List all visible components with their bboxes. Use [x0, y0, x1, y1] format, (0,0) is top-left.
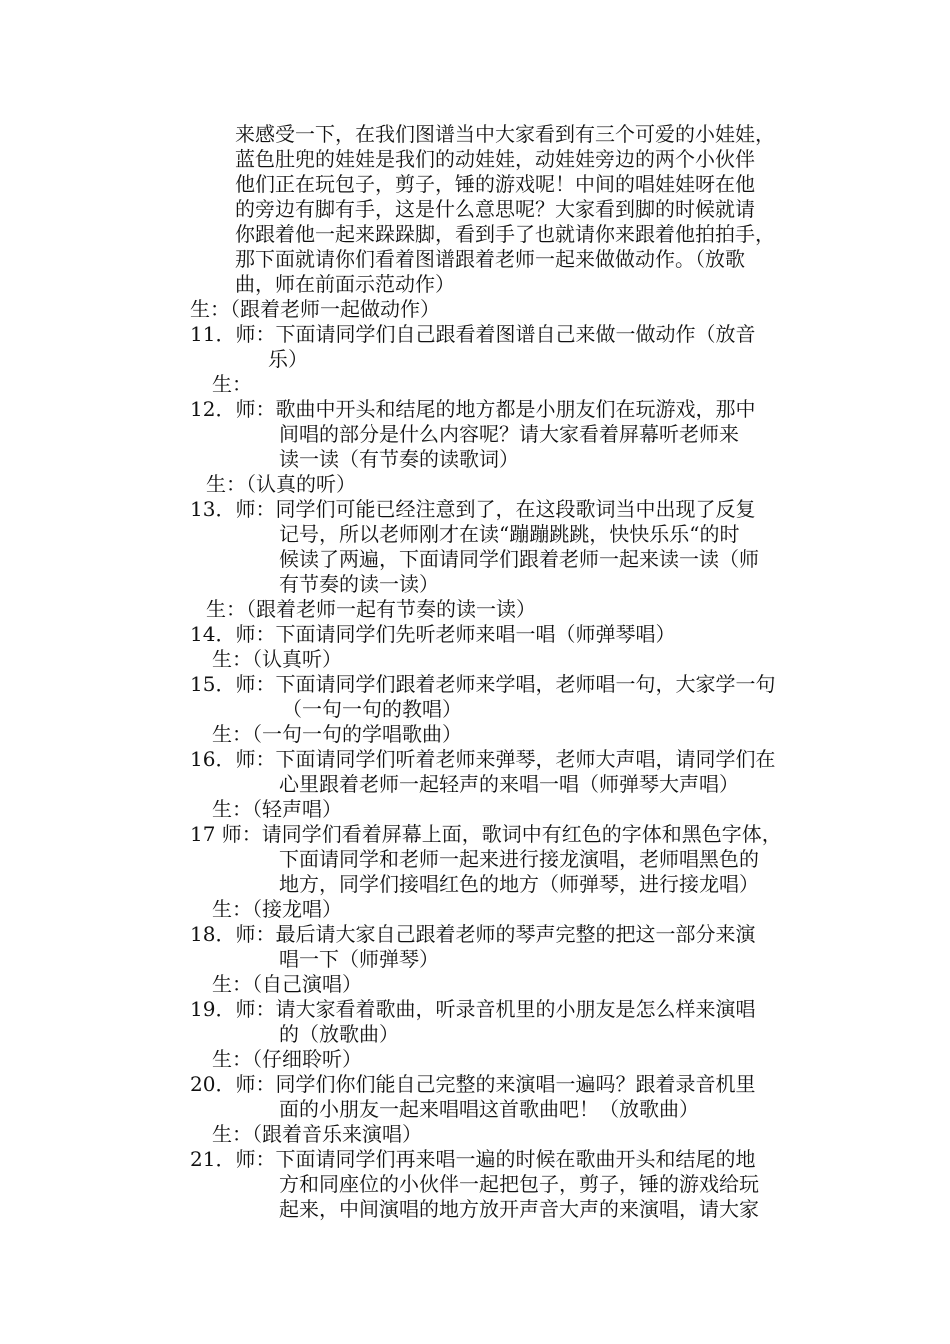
student-line: 生：（仔细聆听）	[212, 1047, 362, 1071]
student-line: 生：（跟着音乐来演唱）	[212, 1122, 422, 1146]
item-12: 12．师：歌曲中开头和结尾的地方都是小朋友们在玩游戏，那中	[190, 397, 756, 421]
text-line: 地方，同学们接唱红色的地方（师弹琴，进行接龙唱）	[279, 872, 759, 896]
item-18: 18．师：最后请大家自己跟着老师的琴声完整的把这一部分来演	[190, 922, 756, 946]
student-line: 生：（自己演唱）	[212, 972, 362, 996]
text-line: 乐）	[268, 347, 308, 371]
item-15: 15．师：下面请同学们跟着老师来学唱，老师唱一句，大家学一句	[190, 672, 776, 696]
item-14: 14．师：下面请同学们先听老师来唱一唱（师弹琴唱）	[190, 622, 676, 646]
student-line: 生：（跟着老师一起有节奏的读一读）	[206, 597, 536, 621]
student-line: 生：（一句一句的学唱歌曲）	[212, 722, 462, 746]
student-line: 生：（轻声唱）	[212, 797, 342, 821]
text-line: 下面请同学和老师一起来进行接龙演唱，老师唱黑色的	[279, 847, 759, 871]
text-line: 间唱的部分是什么内容呢？请大家看着屏幕听老师来	[279, 422, 739, 446]
text-line: 读一读（有节奏的读歌词）	[279, 447, 519, 471]
text-line: 的旁边有脚有手，这是什么意思呢？大家看到脚的时候就请	[235, 197, 755, 221]
text-line: 唱一下（师弹琴）	[279, 947, 439, 971]
item-17: 17 师：请同学们看着屏幕上面，歌词中有红色的字体和黑色字体，	[190, 822, 782, 846]
item-16: 16．师：下面请同学们听着老师来弹琴，老师大声唱，请同学们在	[190, 747, 776, 771]
item-21: 21．师：下面请同学们再来唱一遍的时候在歌曲开头和结尾的地	[190, 1147, 756, 1171]
text-line: 方和同座位的小伙伴一起把包子，剪子，锤的游戏给玩	[279, 1172, 759, 1196]
text-line: 候读了两遍，下面请同学们跟着老师一起来读一读（师	[279, 547, 759, 571]
text-line: 那下面就请你们看着图谱跟着老师一起来做做动作。（放歌	[235, 247, 745, 271]
text-line: 来感受一下，在我们图谱当中大家看到有三个可爱的小娃娃，	[235, 122, 775, 146]
student-line: 生：	[212, 372, 252, 396]
text-line: 面的小朋友一起来唱唱这首歌曲吧！（放歌曲）	[279, 1097, 699, 1121]
student-line: 生：（认真的听）	[206, 472, 356, 496]
text-line: 起来，中间演唱的地方放开声音大声的来演唱，请大家	[279, 1197, 759, 1221]
text-line: 曲，师在前面示范动作）	[235, 272, 455, 296]
text-line: （一句一句的教唱）	[282, 697, 462, 721]
student-line: 生：（接龙唱）	[212, 897, 342, 921]
text-line: 心里跟着老师一起轻声的来唱一唱（师弹琴大声唱）	[279, 772, 739, 796]
text-line: 他们正在玩包子，剪子，锤的游戏呢！中间的唱娃娃呀在他	[235, 172, 755, 196]
student-line: 生：（跟着老师一起做动作）	[190, 297, 440, 321]
item-20: 20．师：同学们你们能自己完整的来演唱一遍吗？跟着录音机里	[190, 1072, 756, 1096]
item-11: 11．师：下面请同学们自己跟看着图谱自己来做一做动作（放音	[190, 322, 756, 346]
item-13: 13．师：同学们可能已经注意到了，在这段歌词当中出现了反复	[190, 497, 756, 521]
text-line: 你跟着他一起来跺跺脚，看到手了也就请你来跟着他拍拍手，	[235, 222, 775, 246]
text-line: 记号，所以老师刚才在读“蹦蹦跳跳，快快乐乐“的时	[279, 522, 740, 546]
student-line: 生：（认真听）	[212, 647, 342, 671]
text-line: 有节奏的读一读）	[279, 572, 439, 596]
item-19: 19．师：请大家看着歌曲，听录音机里的小朋友是怎么样来演唱	[190, 997, 756, 1021]
text-line: 蓝色肚兜的娃娃是我们的动娃娃，动娃娃旁边的两个小伙伴	[235, 147, 755, 171]
text-line: 的（放歌曲）	[279, 1022, 399, 1046]
